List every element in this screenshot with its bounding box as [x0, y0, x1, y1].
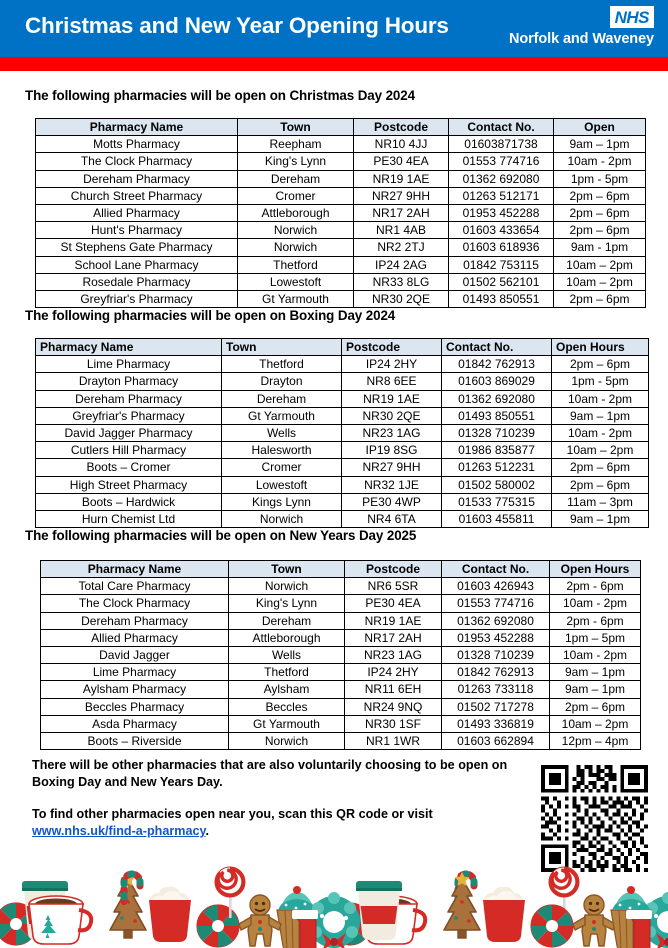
table-boxing-day — [35, 338, 649, 528]
table-cell: 01603 433654 — [449, 222, 554, 239]
table-cell: Total Care Pharmacy — [41, 578, 229, 595]
table-cell: Motts Pharmacy — [36, 136, 238, 153]
column-header: Pharmacy Name — [41, 561, 229, 578]
table-cell: NR23 1AG — [342, 425, 442, 442]
table-cell: 01533 775315 — [442, 493, 552, 510]
table-cell: IP24 2HY — [342, 356, 442, 373]
table-cell: IP24 2AG — [354, 256, 449, 273]
section-heading-new-years-day: The following pharmacies will be open on New Years Day 2025 — [25, 528, 417, 543]
table-cell: 01493 850551 — [449, 291, 554, 308]
table-cell: Lowestoft — [222, 476, 342, 493]
table-row — [36, 256, 646, 273]
qr-code[interactable] — [537, 761, 652, 876]
table-cell: Asda Pharmacy — [41, 715, 229, 732]
table-cell: NR30 2QE — [354, 291, 449, 308]
column-header: Open — [554, 119, 646, 136]
column-header: Town — [229, 561, 345, 578]
table-cell: 2pm – 6pm — [554, 291, 646, 308]
table-row — [36, 407, 649, 424]
table-row — [41, 578, 641, 595]
table-cell: 2pm – 6pm — [552, 459, 649, 476]
table-cell: Boots – Hardwick — [36, 493, 222, 510]
table-cell: NR30 1SF — [345, 715, 442, 732]
table-cell: NR2 2TJ — [354, 239, 449, 256]
table-cell: NR8 6EE — [342, 373, 442, 390]
table-row — [36, 493, 649, 510]
table-cell: NR1 1WR — [345, 733, 442, 750]
table-cell: 2pm – 6pm — [552, 356, 649, 373]
table-cell: St Stephens Gate Pharmacy — [36, 239, 238, 256]
table-cell: Halesworth — [222, 442, 342, 459]
column-header: Town — [222, 339, 342, 356]
table-row — [36, 511, 649, 528]
table-row — [36, 273, 646, 290]
table-cell: NR19 1AE — [345, 612, 442, 629]
table-cell: Thetford — [238, 256, 354, 273]
page-title: Christmas and New Year Opening Hours — [25, 13, 449, 38]
table-cell: 10am - 2pm — [552, 390, 649, 407]
table-cell: 10am – 2pm — [552, 442, 649, 459]
table-cell: Gt Yarmouth — [229, 715, 345, 732]
table-cell: NR30 2QE — [342, 407, 442, 424]
table-body — [36, 356, 649, 528]
column-header: Contact No. — [449, 119, 554, 136]
table-cell: 1pm - 5pm — [552, 373, 649, 390]
table-cell: 01953 452288 — [442, 629, 550, 646]
table-header-row — [41, 561, 641, 578]
table-cell: Cutlers Hill Pharmacy — [36, 442, 222, 459]
table-cell: The Clock Pharmacy — [41, 595, 229, 612]
table-cell: 01493 336819 — [442, 715, 550, 732]
table-row — [36, 390, 649, 407]
page-header — [0, 0, 668, 57]
table-cell: 01603 426943 — [442, 578, 550, 595]
section-heading-christmas-day: The following pharmacies will be open on Christmas Day 2024 — [25, 88, 415, 103]
table-cell: Gt Yarmouth — [222, 407, 342, 424]
table-cell: 01953 452288 — [449, 205, 554, 222]
table-cell: School Lane Pharmacy — [36, 256, 238, 273]
table-cell: 01603871738 — [449, 136, 554, 153]
table-row — [36, 373, 649, 390]
table-new-years-day — [40, 560, 641, 750]
table-cell: Gt Yarmouth — [238, 291, 354, 308]
table-cell: 01328 710239 — [442, 647, 550, 664]
table-row — [36, 239, 646, 256]
table-cell: Lowestoft — [238, 273, 354, 290]
footer-note-find-pharmacy — [32, 806, 522, 840]
table-cell: 01842 762913 — [442, 664, 550, 681]
table-cell: NR17 2AH — [345, 629, 442, 646]
column-header: Open Hours — [550, 561, 641, 578]
table-cell: NR24 9NQ — [345, 698, 442, 715]
footer-find-prefix: To find other pharmacies open near you, scan this QR code or visit — [32, 807, 433, 821]
table-body — [36, 136, 646, 308]
table-cell: 01553 774716 — [442, 595, 550, 612]
table-row — [36, 222, 646, 239]
column-header: Postcode — [354, 119, 449, 136]
table-cell: High Street Pharmacy — [36, 476, 222, 493]
table-cell: Beccles — [229, 698, 345, 715]
table-cell: Greyfriar's Pharmacy — [36, 407, 222, 424]
table-row — [36, 459, 649, 476]
table-cell: Norwich — [238, 239, 354, 256]
table-cell: The Clock Pharmacy — [36, 153, 238, 170]
table-cell: Hurn Chemist Ltd — [36, 511, 222, 528]
table-cell: 2pm – 6pm — [550, 698, 641, 715]
table-row — [36, 153, 646, 170]
table-cell: Drayton — [222, 373, 342, 390]
table-cell: 2pm - 6pm — [550, 578, 641, 595]
table-cell: IP19 8SG — [342, 442, 442, 459]
table-cell: Drayton Pharmacy — [36, 373, 222, 390]
table-cell: 9am – 1pm — [554, 136, 646, 153]
table-cell: 2pm – 6pm — [554, 205, 646, 222]
table-cell: King's Lynn — [229, 595, 345, 612]
table-cell: Boots – Riverside — [41, 733, 229, 750]
table-cell: 01603 869029 — [442, 373, 552, 390]
section-heading-boxing-day: The following pharmacies will be open on Boxing Day 2024 — [25, 308, 396, 323]
table-cell: 2pm – 6pm — [554, 187, 646, 204]
table-body — [41, 578, 641, 750]
column-header: Open Hours — [552, 339, 649, 356]
table-cell: 10am – 2pm — [554, 256, 646, 273]
table-cell: Norwich — [229, 578, 345, 595]
table-cell: Rosedale Pharmacy — [36, 273, 238, 290]
table-cell: NR1 4AB — [354, 222, 449, 239]
table-cell: 01603 662894 — [442, 733, 550, 750]
table-cell: 01362 692080 — [449, 170, 554, 187]
table-cell: Lime Pharmacy — [36, 356, 222, 373]
table-row — [36, 356, 649, 373]
table-cell: 11am – 3pm — [552, 493, 649, 510]
table-cell: Church Street Pharmacy — [36, 187, 238, 204]
table-row — [36, 205, 646, 222]
christmas-footer-decoration — [0, 862, 668, 948]
qr-code-image — [537, 761, 652, 876]
table-cell: 10am - 2pm — [554, 153, 646, 170]
table-cell: 01493 850551 — [442, 407, 552, 424]
table-row — [41, 664, 641, 681]
table-cell: Thetford — [222, 356, 342, 373]
table-cell: Reepham — [238, 136, 354, 153]
table-cell: 01362 692080 — [442, 390, 552, 407]
table-cell: 01842 753115 — [449, 256, 554, 273]
table-row — [41, 595, 641, 612]
table-cell: 01263 512231 — [442, 459, 552, 476]
table-header-row — [36, 339, 649, 356]
table-row — [36, 476, 649, 493]
table-cell: 2pm – 6pm — [552, 476, 649, 493]
table-row — [41, 681, 641, 698]
table-cell: Aylsham Pharmacy — [41, 681, 229, 698]
table-header-row — [36, 119, 646, 136]
column-header: Postcode — [342, 339, 442, 356]
table-cell: 10am - 2pm — [550, 595, 641, 612]
table-cell: 01553 774716 — [449, 153, 554, 170]
table-cell: 1pm – 5pm — [550, 629, 641, 646]
table-cell: Thetford — [229, 664, 345, 681]
table-cell: 01842 762913 — [442, 356, 552, 373]
column-header: Town — [238, 119, 354, 136]
table-cell: NR23 1AG — [345, 647, 442, 664]
table-row — [36, 136, 646, 153]
table-cell: Kings Lynn — [222, 493, 342, 510]
table-cell: Dereham — [229, 612, 345, 629]
table-cell: 9am – 1pm — [552, 511, 649, 528]
table-cell: 10am - 2pm — [550, 647, 641, 664]
table-cell: Attleborough — [229, 629, 345, 646]
table-cell: 1pm - 5pm — [554, 170, 646, 187]
table-cell: 10am – 2pm — [554, 273, 646, 290]
table-cell: NR10 4JJ — [354, 136, 449, 153]
table-row — [36, 291, 646, 308]
table-cell: 01263 733118 — [442, 681, 550, 698]
table-row — [36, 425, 649, 442]
table-cell: NR17 2AH — [354, 205, 449, 222]
column-header: Contact No. — [442, 561, 550, 578]
table-cell: Cromer — [222, 459, 342, 476]
table-cell: Greyfriar's Pharmacy — [36, 291, 238, 308]
table-christmas-day — [35, 118, 646, 308]
table-cell: Dereham Pharmacy — [36, 390, 222, 407]
table-cell: King's Lynn — [238, 153, 354, 170]
table-cell: NR4 6TA — [342, 511, 442, 528]
find-a-pharmacy-link[interactable]: www.nhs.uk/find-a-pharmacy — [32, 824, 206, 838]
table-cell: 9am - 1pm — [554, 239, 646, 256]
table-row — [41, 647, 641, 664]
table-row — [41, 629, 641, 646]
table-cell: PE30 4WP — [342, 493, 442, 510]
table-cell: Dereham — [222, 390, 342, 407]
table-cell: NR11 6EH — [345, 681, 442, 698]
table-cell: 2pm - 6pm — [550, 612, 641, 629]
table-row — [41, 715, 641, 732]
table-cell: 9am – 1pm — [550, 664, 641, 681]
table-cell: Dereham Pharmacy — [41, 612, 229, 629]
table-row — [41, 612, 641, 629]
table-cell: 9am – 1pm — [552, 407, 649, 424]
table-cell: Norwich — [222, 511, 342, 528]
table-cell: 01603 455811 — [442, 511, 552, 528]
table-cell: Aylsham — [229, 681, 345, 698]
table-cell: IP24 2HY — [345, 664, 442, 681]
table-cell: David Jagger Pharmacy — [36, 425, 222, 442]
table-cell: Wells — [229, 647, 345, 664]
nhs-logo — [509, 6, 654, 47]
table-cell: NR27 9HH — [342, 459, 442, 476]
table-cell: Wells — [222, 425, 342, 442]
column-header: Contact No. — [442, 339, 552, 356]
table-cell: 01263 512171 — [449, 187, 554, 204]
red-accent-bar — [0, 57, 668, 71]
table-cell: Cromer — [238, 187, 354, 204]
column-header: Postcode — [345, 561, 442, 578]
table-cell: 01502 717278 — [442, 698, 550, 715]
table-cell: NR19 1AE — [342, 390, 442, 407]
table-cell: 01328 710239 — [442, 425, 552, 442]
table-cell: Dereham — [238, 170, 354, 187]
table-cell: 01986 835877 — [442, 442, 552, 459]
table-cell: PE30 4EA — [354, 153, 449, 170]
table-cell: 9am – 1pm — [550, 681, 641, 698]
table-cell: 10am - 2pm — [552, 425, 649, 442]
table-cell: PE30 4EA — [345, 595, 442, 612]
table-cell: 2pm – 6pm — [554, 222, 646, 239]
column-header: Pharmacy Name — [36, 119, 238, 136]
table-cell: 01603 618936 — [449, 239, 554, 256]
table-cell: Boots – Cromer — [36, 459, 222, 476]
table-row — [41, 698, 641, 715]
footer-note-voluntary: There will be other pharmacies that are also voluntarily choosing to be open on Boxing Day and New Years Day. — [32, 758, 508, 789]
table-cell: Dereham Pharmacy — [36, 170, 238, 187]
table-row — [36, 187, 646, 204]
table-cell: 01502 580002 — [442, 476, 552, 493]
table-cell: 01502 562101 — [449, 273, 554, 290]
table-cell: Beccles Pharmacy — [41, 698, 229, 715]
table-cell: 10am – 2pm — [550, 715, 641, 732]
table-cell: Attleborough — [238, 205, 354, 222]
table-cell: NR33 8LG — [354, 273, 449, 290]
column-header: Pharmacy Name — [36, 339, 222, 356]
table-cell: NR27 9HH — [354, 187, 449, 204]
nhs-region-label: Norfolk and Waveney — [508, 31, 654, 47]
nhs-logo-text: NHS — [610, 6, 654, 28]
table-cell: NR19 1AE — [354, 170, 449, 187]
table-cell: Allied Pharmacy — [36, 205, 238, 222]
table-cell: Hunt's Pharmacy — [36, 222, 238, 239]
table-cell: Norwich — [229, 733, 345, 750]
table-row — [36, 442, 649, 459]
table-row — [41, 733, 641, 750]
table-cell: David Jagger — [41, 647, 229, 664]
table-cell: Norwich — [238, 222, 354, 239]
table-cell: 12pm – 4pm — [550, 733, 641, 750]
table-cell: Allied Pharmacy — [41, 629, 229, 646]
table-cell: NR32 1JE — [342, 476, 442, 493]
table-cell: Lime Pharmacy — [41, 664, 229, 681]
table-cell: NR6 5SR — [345, 578, 442, 595]
footer-find-suffix: . — [205, 824, 210, 838]
table-row — [36, 170, 646, 187]
table-cell: 01362 692080 — [442, 612, 550, 629]
christmas-border-illustration — [0, 862, 668, 948]
